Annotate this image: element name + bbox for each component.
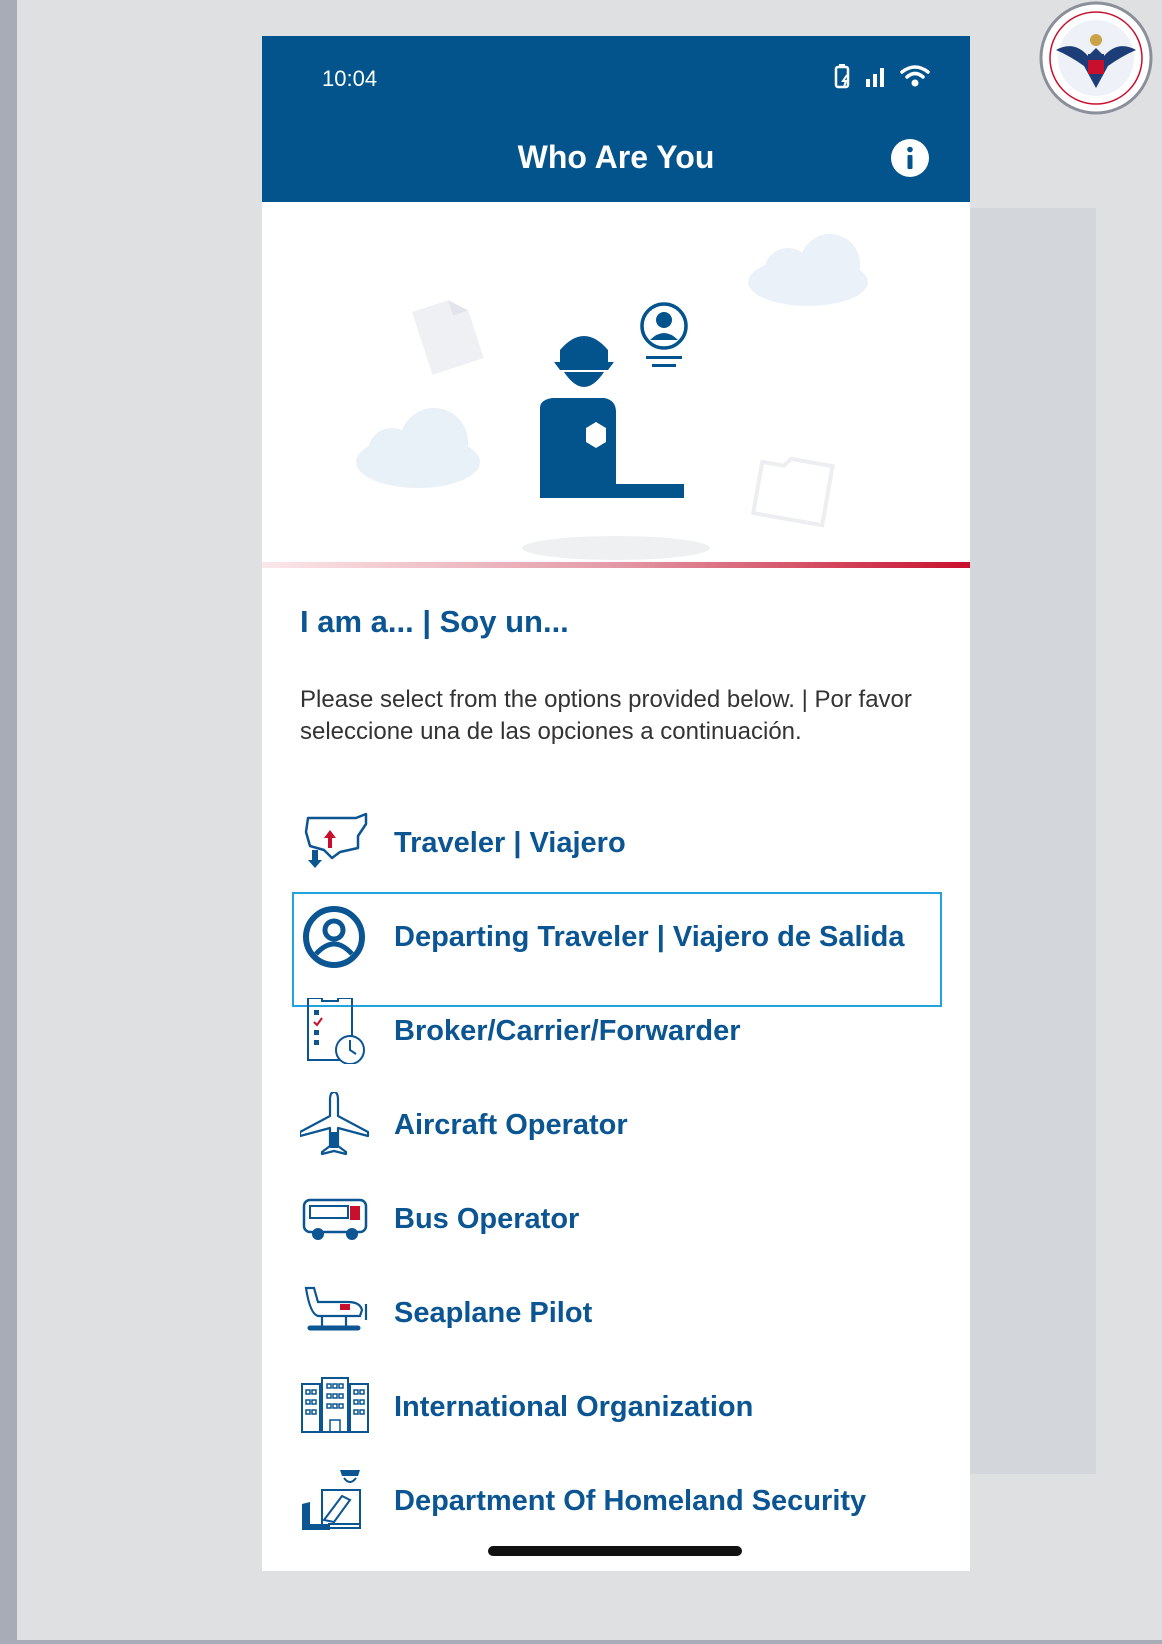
officer-icon: [540, 336, 684, 498]
option-label: Traveler | Viajero: [394, 827, 626, 859]
cloud-icon: [356, 408, 480, 488]
officer-desk-icon: [300, 1468, 372, 1534]
clipboard-clock-icon: [300, 998, 372, 1064]
home-indicator[interactable]: [488, 1546, 742, 1556]
info-icon[interactable]: [890, 138, 930, 178]
option-bus-operator[interactable]: [262, 1172, 970, 1266]
option-seaplane-pilot[interactable]: [262, 1266, 970, 1360]
airplane-icon: [300, 1092, 372, 1158]
status-bar: [262, 36, 970, 120]
option-label: International Organization: [394, 1391, 754, 1423]
status-time: 10:04: [322, 66, 378, 91]
bus-icon: [300, 1186, 372, 1252]
section-heading: I am a... | Soy un...: [300, 604, 569, 639]
option-departing-traveler[interactable]: [262, 890, 970, 984]
hero-illustration: [262, 202, 970, 598]
background-panel: [968, 208, 1096, 1474]
option-label: Bus Operator: [394, 1203, 580, 1235]
section-description: Please select from the options provided below. | Por favor seleccione una de las opciones a continuación.: [300, 686, 912, 745]
option-aircraft-operator[interactable]: [262, 1078, 970, 1172]
option-label: Aircraft Operator: [394, 1109, 628, 1141]
phone-screen: [262, 36, 970, 1571]
profile-icon: [642, 304, 686, 367]
option-dhs[interactable]: [262, 1454, 970, 1548]
bottom-edge-strip: [0, 1640, 1162, 1644]
buildings-icon: [300, 1374, 372, 1440]
option-international-organization[interactable]: [262, 1360, 970, 1454]
wifi-icon: [900, 64, 930, 88]
cbp-seal-icon: [1034, 0, 1158, 116]
nav-bar: [262, 120, 970, 202]
signal-icon: [864, 65, 888, 87]
option-label: Departing Traveler | Viajero de Salida: [394, 921, 905, 953]
left-edge-strip: [0, 0, 17, 1644]
cloud-icon: [748, 234, 868, 306]
section-divider: [262, 562, 970, 568]
option-label: Department Of Homeland Security: [394, 1485, 867, 1517]
page-title: Who Are You: [517, 139, 715, 175]
option-label: Seaplane Pilot: [394, 1297, 593, 1329]
option-label: Broker/Carrier/Forwarder: [394, 1015, 741, 1047]
folder-icon: [753, 454, 832, 525]
battery-charging-icon: [834, 63, 852, 89]
user-circle-icon: [300, 904, 372, 970]
option-broker[interactable]: [262, 984, 970, 1078]
document-icon: [412, 295, 484, 374]
seaplane-icon: [300, 1280, 372, 1346]
us-map-arrows-icon: [300, 810, 372, 876]
option-traveler[interactable]: [262, 796, 970, 890]
